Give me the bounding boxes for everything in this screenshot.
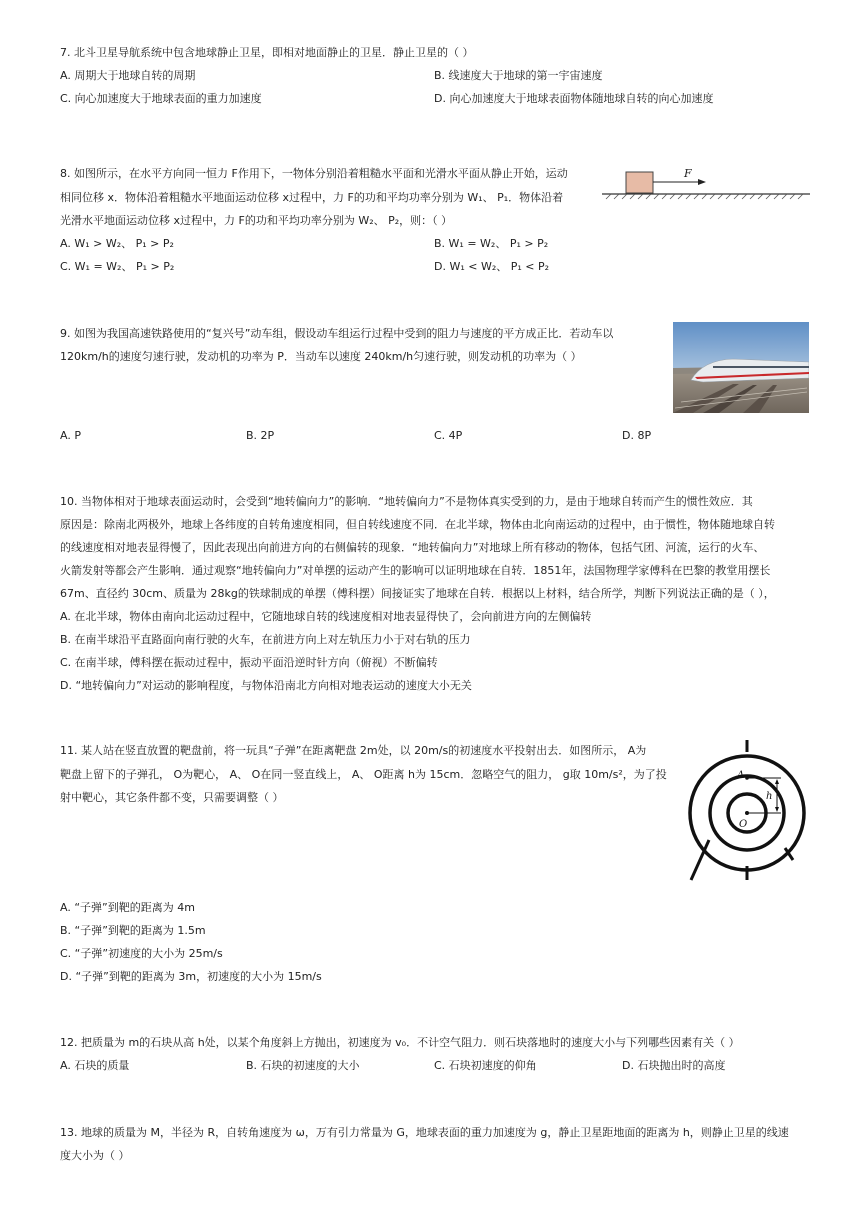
q11-option-a[interactable]: A. “子弹”到靶的距离为 4m (60, 901, 195, 914)
q13-stem-line1: 13. 地球的质量为 M，半径为 R，自转角速度为 ω，万有引力常量为 G，地球表面的重力加速度为 g，静止卫星距地面的距离为 h，则静止卫星的线速 (60, 1126, 789, 1139)
q8-option-d[interactable]: D. W₁ < W₂、 P₁ < P₂ (434, 260, 550, 273)
q10-option-a[interactable]: A. 在北半球，物体由南向北运动过程中，它随地球自转的线速度相对地表显得快了，会向前进方向的左侧偏转 (60, 610, 592, 623)
q12-option-b[interactable]: B. 石块的初速度的大小 (246, 1059, 360, 1072)
q11-stem-line2: 靶盘上留下的子弹孔， O为靶心， A、 O在同一竖直线上， A、 O距离 h为 15cm．忽略空气的阻力， g取 10m/s²，为了投 (60, 768, 667, 781)
q11-stem-line1: 11. 某人站在竖直放置的靶盘前，将一玩具“子弹”在距离靶盘 2m处，以 20m/s的初速度水平投射出去．如图所示， A为 (60, 744, 647, 757)
q8-stem-line1: 8. 如图所示，在水平方向同一恒力 F作用下，一物体分别沿着粗糙水平面和光滑水平面从静止开始，运动 (60, 167, 568, 180)
q11-option-b[interactable]: B. “子弹”到靶的距离为 1.5m (60, 924, 206, 937)
q12-option-c[interactable]: C. 石块初速度的仰角 (434, 1059, 537, 1072)
q8-force-figure (600, 163, 812, 205)
train-photo (673, 322, 809, 413)
block (626, 172, 653, 193)
q13-stem-line2: 度大小为（ ） (60, 1149, 130, 1162)
q12-option-a[interactable]: A. 石块的质量 (60, 1059, 130, 1072)
label-a: A (737, 770, 745, 781)
label-h: h (766, 791, 773, 802)
q10-stem-line3: 的线速度相对地表显得慢了，因此表现出向前进方向的右侧偏转的现象．“地转偏向力”对地球上所有移动的物体，包括气团、河流，运行的火车、 (60, 541, 765, 554)
q7-option-d[interactable]: D. 向心加速度大于地球表面物体随地球自转的向心加速度 (434, 92, 714, 105)
q10-option-d[interactable]: D. “地转偏向力”对运动的影响程度，与物体沿南北方向相对地表运动的速度大小无关 (60, 679, 472, 692)
q7-option-c[interactable]: C. 向心加速度大于地球表面的重力加速度 (60, 92, 262, 105)
q9-option-b[interactable]: B. 2P (246, 429, 275, 442)
q11-option-c[interactable]: C. “子弹”初速度的大小为 25m/s (60, 947, 223, 960)
q12-option-d[interactable]: D. 石块抛出时的高度 (622, 1059, 726, 1072)
target-figure (685, 738, 811, 884)
q8-stem-line3: 光滑水平地面运动位移 x过程中，力 F的功和平均功率分别为 W₂、 P₂，则：（ ） (60, 214, 453, 227)
q11-option-d[interactable]: D. “子弹”到靶的距离为 3m，初速度的大小为 15m/s (60, 970, 322, 983)
q10-stem-line4: 火箭发射等都会产生影响．通过观察“地转偏向力”对单摆的运动产生的影响可以证明地球在自转．1851年，法国物理学家傅科在巴黎的教堂用摆长 (60, 564, 771, 577)
q10-option-b[interactable]: B. 在南半球沿平直路面向南行驶的火车，在前进方向上对左轨压力小于对右轨的压力 (60, 633, 471, 646)
q9-option-d[interactable]: D. 8P (622, 429, 652, 442)
force-arrowhead (698, 179, 706, 185)
q7-option-a[interactable]: A. 周期大于地球自转的周期 (60, 69, 196, 82)
q9-stem-line2: 120km/h的速度匀速行驶，发动机的功率为 P．当动车以速度 240km/h匀速行驶，则发动机的功率为（ ） (60, 350, 582, 363)
force-label: F (684, 167, 692, 180)
q8-option-a[interactable]: A. W₁ > W₂、 P₁ > P₂ (60, 237, 174, 250)
q9-stem-line1: 9. 如图为我国高速铁路使用的“复兴号”动车组，假设动车组运行过程中受到的阻力与速度的平方成正比．若动车以 (60, 327, 614, 340)
q7-option-b[interactable]: B. 线速度大于地球的第一宇宙速度 (434, 69, 603, 82)
q10-option-c[interactable]: C. 在南半球，傅科摆在振动过程中，振动平面沿逆时针方向（俯视）不断偏转 (60, 656, 438, 669)
label-o: O (739, 819, 748, 830)
q9-option-a[interactable]: A. P (60, 429, 81, 442)
q9-option-c[interactable]: C. 4P (434, 429, 463, 442)
ground-hatching (606, 194, 803, 199)
q10-stem-line1: 10. 当物体相对于地球表面运动时，会受到“地转偏向力”的影响．“地转偏向力”不是物体真实受到的力，是由于地球自转而产生的惯性效应．其 (60, 495, 753, 508)
q8-option-c[interactable]: C. W₁ = W₂、 P₁ > P₂ (60, 260, 175, 273)
q7-stem: 7. 北斗卫星导航系统中包含地球静止卫星，即相对地面静止的卫星．静止卫星的（ ） (60, 46, 474, 59)
q10-stem-line2: 原因是：除南北两极外，地球上各纬度的自转角速度相同，但自转线速度不同．在北半球，物体由北向南运动的过程中，由于惯性，物体随地球自转 (60, 518, 775, 531)
q11-stem-line3: 射中靶心，其它条件都不变，只需要调整（ ） (60, 791, 284, 804)
q12-stem: 12. 把质量为 m的石块从高 h处，以某个角度斜上方抛出，初速度为 v₀．不计空气阻力．则石块落地时的速度大小与下列哪些因素有关（ ） (60, 1036, 740, 1049)
q8-stem-line2: 相同位移 x．物体沿着粗糙水平地面运动位移 x过程中，力 F的功和平均功率分别为 W₁、 P₁．物体沿着 (60, 191, 564, 204)
q10-stem-line5: 67m、直径约 30cm、质量为 28kg的铁球制成的单摆（傅科摆）间接证实了地球在自转．根据以上材料，结合所学，判断下列说法正确的是（ ）， (60, 587, 775, 600)
q8-option-b[interactable]: B. W₁ = W₂、 P₁ > P₂ (434, 237, 549, 250)
